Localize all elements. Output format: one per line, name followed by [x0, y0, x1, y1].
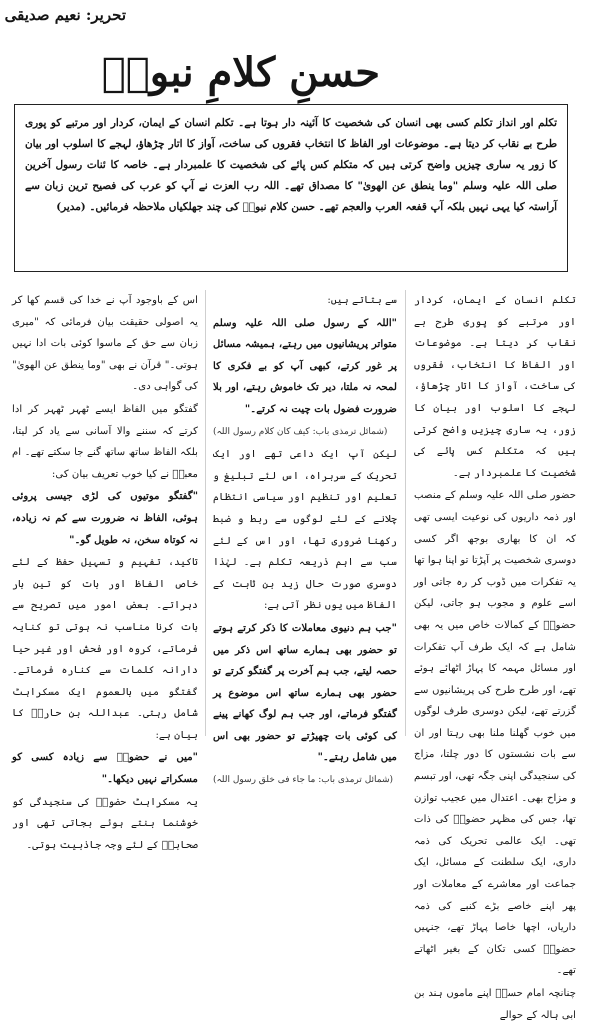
- quote: "اللہ کے رسول صلی اللہ علیہ وسلم متواتر پریشانیوں میں رہتے، ہمیشہ مسائل پر غور کرتے، کبھی آپ کو بے فکری کا لمحہ نہ ملتا، دیر تک خاموش رہتے، اور بلا ضرورت فضول بات چیت نہ کرتے۔": [213, 316, 397, 415]
- paragraph: تکلم انسان کے ایمان، کردار اور مرتبے کو پوری طرح بے نقاب کر دیتا ہے۔ موضوعات اور الفاظ کا انتخاب، فقروں کی ساخت، آواز کا اتار چڑھاؤ، لہجے کا اسلوب اور بیان کا زور، یہ ساری چیزیں واضح کرتی ہیں کہ متکلم کس پائے کی شخصیت کا علمبردار ہے۔: [414, 295, 576, 479]
- paragraph: سے بتاتے ہیں:: [327, 295, 397, 306]
- article-title: حسنِ کلامِ نبویؐ: [101, 49, 380, 96]
- paragraph: حضور صلی اللہ علیہ وسلم کے منصب اور ذمہ داریوں کی نوعیت ایسی تھی کہ ان کا بھاری بوجھ اگر کسی دوسری شخصیت پر آپڑتا تو اپنا ہوا تھا یہ تفکرات میں ڈوب کر رہ جاتی اور اسے علوم و مجوب ہو جاتی، لیکن حضورؐ کے کمالات خاص میں یہ بھی شامل ہے کہ ایک طرف آپ تفکرات اور مسائل مہمہ کا پہاڑ اٹھائے ہوئے تھے، اور طرح طرح کی پریشانیوں سے گزرتے تھے، لیکن دوسری طرف لوگوں میں خوب گھلنا ملنا بھی رہتا اور ان سے بات نشستوں کا دور چلتا، مزاج کی سنجیدگی اپنی جگہ تھی، اور تبسم و مزاح بھی۔ اعتدال میں عجیب توازن تھا، جس کی مظہر حضورؐ کی ذات تھی۔ ایک عالمی تحریک کی ذمہ داری، ایک سلطنت کے مسائل، ایک جماعت اور معاشرے کے معاملات اور پھر اپنے خاصے بڑے کنبے کی ذمہ داریاں، اچھا خاصا پہاڑ تھے، جنہیں حضورؐ کسی تکان کے بغیر اٹھاتے تھے۔: [414, 490, 576, 977]
- paragraph: لیکن آپ ایک داعی تھے اور ایک تحریک کے سربراہ، اس لئے تبلیغ و تعلیم اور تنظیم اور سیاسی انتظام چلانے کے لئے لوگوں سے ربط و ضبط رکھنا ضروری تھا، اور اس کے لئے سب سے اہم ذریعہ تکلم ہے۔ لہٰذا دوسری صورت حال زید بن ثابت کے الفاظ میں یوں نظر آتی ہے:: [213, 449, 397, 612]
- paragraph: یہ مسکراہٹ حضورؐ کی سنجیدگی کو خوشنما بنتے ہوئے بجاتی تھی اور صحابہؓ کے لئے وجہ جاذبیت ہوتی۔: [12, 796, 198, 851]
- reference: (شمائل ترمذی باب: ما جاء فی خلق رسول اللہ): [213, 775, 394, 786]
- column-right: [414, 290, 576, 1021]
- intro-box: [14, 104, 568, 272]
- column-divider: [405, 290, 406, 736]
- quote: "میں نے حضورؐ سے زیادہ کسی کو مسکراتے نہیں دیکھا۔": [12, 751, 198, 786]
- intro-text: تکلم اور انداز تکلم کسی بھی انسان کی شخصیت کا آئینہ دار ہوتا ہے۔ تکلم انسان کے ایمان، کردار اور مرتبے کو پوری طرح بے نقاب کر دیتا ہے۔ موضوعات اور الفاظ کا انتخاب فقروں کی ساخت، آواز کا اتار چڑھاؤ، لہجے کا اسلوب اور بیان کا زور یہ ساری چیزیں واضح کرتی ہیں کہ متکلم کس پائے کی شخصیت کا علمبردار ہے۔ خاصہ کا ئنات رسول آخرین صلی اللہ علیہ وسلم "وما ینطق عن الھویٰ" کا مصداق تھے۔ اللہ رب العزت نے آپ کو عرب کی فصیح ترین زبان سے آراستہ کیا یہی نہیں بلکہ آپ قفعہ العرب والعجم تھے۔ حسن کلام نبویؐ کی چند جھلکیاں ملاحظہ فرمائیں۔ (مدیر): [25, 117, 557, 213]
- column-divider: [205, 290, 206, 736]
- quote: "گفتگو موتیوں کی لڑی جیسی پروئی ہوئی، الفاظ نہ ضرورت سے کم نہ زیادہ، نہ کوتاہ سخن، نہ طویل گو۔": [12, 490, 198, 546]
- quote: "جب ہم دنیوی معاملات کا ذکر کرتے ہوتے تو حضور بھی ہمارے ساتھ اس ذکر میں حصہ لیتے، جب ہم آخرت پر گفتگو کرتے تو حضور بھی ہمارے ساتھ اس موضوع پر گفتگو فرماتے، اور جب ہم لوگ کھانے پینے کی کوئی بات چھیڑتے تو حضور بھی اس میں شامل رہتے۔": [213, 621, 397, 764]
- reference: (شمائل ترمذی باب: کیف کان کلام رسول اللہ): [213, 426, 388, 437]
- byline: تحریر: نعیم صدیقی: [4, 6, 126, 24]
- paragraph: چنانچہ امام حسنؓ اپنے ماموں ہند بن ابی ہالہ کے حوالے: [414, 988, 576, 1021]
- paragraph: گفتگو میں الفاظ ایسے ٹھہر ٹھہر کر ادا کرتے کہ سننے والا آسانی سے یاد کر لیتا، بلکہ الفاظ ساتھ ساتھ گنے جا سکتے تھے۔ ام معبدؓ نے کیا خوب تعریف بیان کی:: [12, 403, 198, 480]
- column-middle: [213, 290, 397, 786]
- paragraph: اس کے باوجود آپ نے خدا کی قسم کھا کر یہ اصولی حقیقت بیان فرمائی کہ "میری زبان سے حق کے ماسوا کوئی بات ادا نہیں ہوتی۔" قرآن نے بھی "وما ینطق عن الھویٰ" کی گواہی دی۔: [12, 295, 198, 393]
- column-left: [12, 290, 198, 851]
- paragraph: تاکید، تفہیم و تسہیل حفظ کے لئے خاص الفاظ اور بات کو تین بار دہراتے۔ بعض امور میں تصریح سے بات کرنا مناسب نہ ہوتی تو کنایہ فرماتے، کروہ اور فحش اور غیر حیا دارانہ کلمات سے کنارہ فرماتے۔ گفتگو میں بالعموم ایک مسکراہٹ شامل رہتی۔ عبداللہ بن حارثؓ کا بیان ہے:: [12, 557, 198, 741]
